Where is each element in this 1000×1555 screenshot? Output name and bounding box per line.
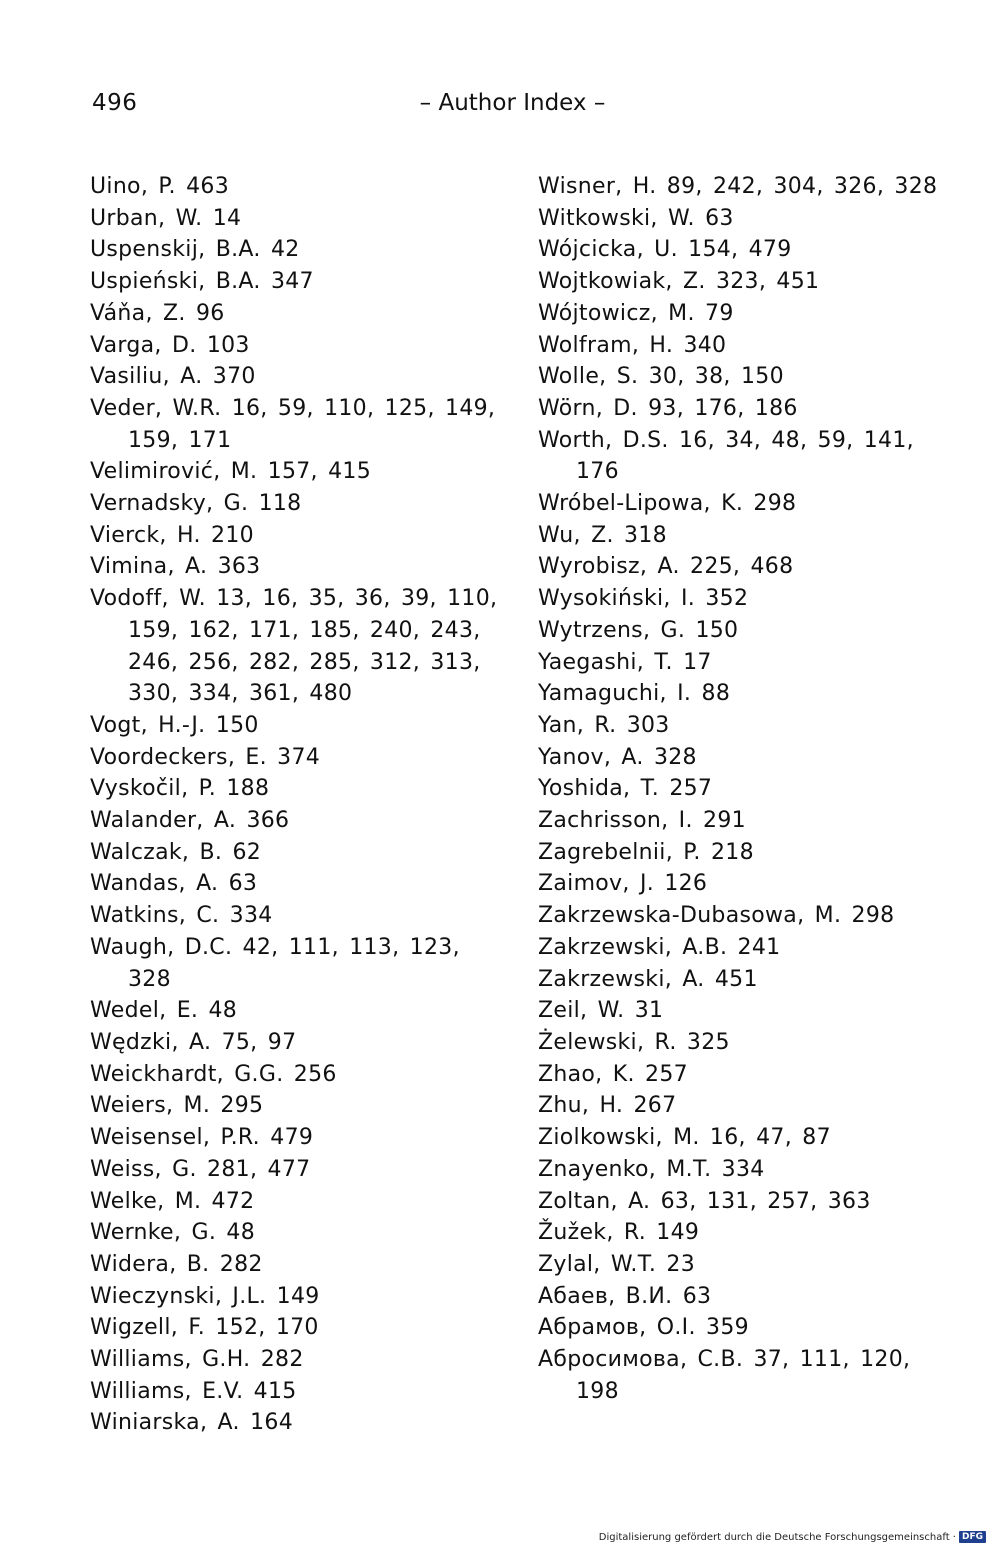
index-entry: Wigzell, F. 152, 170 [90, 1315, 319, 1341]
index-entry: Walander, A. 366 [90, 808, 290, 834]
index-entry: Абросимова, С.В. 37, 111, 120, 198 [538, 1347, 911, 1404]
index-entry: Ziolkowski, M. 16, 47, 87 [538, 1125, 831, 1151]
index-entry: Vodoff, W. 13, 16, 35, 36, 39, 110, 159, 162, 171, 185, 240, 243, 246, 256, 282, 285, 312, 313, 330, 334, 361, 480 [90, 586, 498, 707]
index-entry: Yan, R. 303 [538, 712, 670, 738]
index-entry: Zhao, K. 257 [538, 1061, 688, 1087]
index-entry: Zagrebelnii, P. 218 [538, 839, 754, 865]
index-entry: Zeil, W. 31 [538, 998, 664, 1024]
page-number: 496 [92, 90, 138, 116]
index-entry: Wernke, G. 48 [90, 1220, 256, 1246]
index-entry: Weickhardt, G.G. 256 [90, 1061, 337, 1087]
index-entry: Williams, G.H. 282 [90, 1347, 304, 1373]
index-entry: Velimirović, M. 157, 415 [90, 459, 372, 485]
index-entry: Veder, W.R. 16, 59, 110, 125, 149, 159, 171 [90, 395, 496, 453]
index-entry: Wojtkowiak, Z. 323, 451 [538, 269, 820, 295]
index-entry: Yanov, A. 328 [538, 744, 697, 770]
index-entry: Wójcicka, U. 154, 479 [538, 237, 792, 263]
author-index-right-column [538, 171, 958, 1407]
index-entry: Weiers, M. 295 [90, 1093, 264, 1119]
index-entry: Welke, M. 472 [90, 1188, 255, 1214]
index-entry: Wyrobisz, A. 225, 468 [538, 554, 794, 580]
index-entry: Wedel, E. 48 [90, 998, 238, 1024]
index-entry: Wörn, D. 93, 176, 186 [538, 395, 798, 421]
dfg-logo-icon: DFG [959, 1531, 986, 1543]
index-entry: Worth, D.S. 16, 34, 48, 59, 141, 176 [538, 427, 914, 485]
index-entry: Urban, W. 14 [90, 205, 242, 231]
index-entry: Znayenko, M.T. 334 [538, 1156, 765, 1182]
index-entry: Yamaguchi, I. 88 [538, 681, 731, 707]
index-entry: Yoshida, T. 257 [538, 776, 713, 802]
index-entry: Zoltan, A. 63, 131, 257, 363 [538, 1188, 871, 1214]
running-head: – Author Index – [419, 90, 606, 116]
index-entry: Weisensel, P.R. 479 [90, 1125, 314, 1151]
index-entry: Zaimov, J. 126 [538, 871, 708, 897]
index-entry: Vierck, H. 210 [90, 522, 254, 548]
index-entry: Winiarska, A. 164 [90, 1410, 293, 1436]
index-entry: Uino, P. 463 [90, 174, 230, 199]
index-entry: Uspenskij, B.A. 42 [90, 237, 300, 263]
index-entry: Vogt, H.-J. 150 [90, 712, 259, 738]
index-entry: Wróbel-Lipowa, K. 298 [538, 491, 797, 517]
index-entry: Zakrzewski, A. 451 [538, 966, 758, 992]
index-entry: Yaegashi, T. 17 [538, 649, 712, 675]
index-entry: Wolle, S. 30, 38, 150 [538, 364, 784, 390]
index-entry: Zhu, H. 267 [538, 1093, 677, 1119]
index-entry: Voordeckers, E. 374 [90, 744, 321, 770]
index-entry: Wisner, H. 89, 242, 304, 326, 328 [538, 174, 938, 199]
footer-text: Digitalisierung gefördert durch die Deutsche Forschungsgemeinschaft · [598, 1531, 956, 1543]
index-entry: Wędzki, A. 75, 97 [90, 1029, 297, 1055]
index-entry: Wieczynski, J.L. 149 [90, 1283, 320, 1309]
index-entry: Waugh, D.C. 42, 111, 113, 123, 328 [90, 934, 460, 992]
index-entry: Абаев, В.И. 63 [538, 1283, 712, 1309]
index-entry: Váňa, Z. 96 [90, 300, 225, 326]
index-entry: Widera, B. 282 [90, 1251, 263, 1277]
index-entry: Varga, D. 103 [90, 332, 250, 358]
index-entry: Zakrzewski, A.B. 241 [538, 934, 781, 960]
index-entry: Wójtowicz, M. 79 [538, 300, 734, 326]
index-entry: Uspieński, B.A. 347 [90, 269, 314, 295]
index-entry: Vyskočil, P. 188 [90, 776, 270, 802]
index-entry: Wu, Z. 318 [538, 522, 667, 548]
index-entry: Žužek, R. 149 [538, 1220, 700, 1246]
index-entry: Wandas, A. 63 [90, 871, 258, 897]
index-entry: Weiss, G. 281, 477 [90, 1156, 311, 1182]
index-entry: Vernadsky, G. 118 [90, 491, 302, 517]
digitization-footer [599, 1531, 986, 1543]
index-entry: Żelewski, R. 325 [538, 1029, 730, 1055]
index-entry: Абрамов, О.І. 359 [538, 1315, 749, 1341]
index-entry: Zakrzewska-Dubasowa, M. 298 [538, 903, 895, 929]
index-entry: Vimina, A. 363 [90, 554, 261, 580]
index-entry: Witkowski, W. 63 [538, 205, 734, 231]
index-entry: Zylal, W.T. 23 [538, 1251, 696, 1277]
index-entry: Vasiliu, A. 370 [90, 364, 256, 390]
index-entry: Wytrzens, G. 150 [538, 617, 739, 643]
author-index-left-column [90, 171, 510, 1439]
index-entry: Williams, E.V. 415 [90, 1378, 297, 1404]
index-entry: Wysokiński, I. 352 [538, 586, 749, 612]
index-entry: Zachrisson, I. 291 [538, 808, 746, 834]
index-entry: Wolfram, H. 340 [538, 332, 727, 358]
index-entry: Watkins, C. 334 [90, 903, 273, 929]
index-entry: Walczak, B. 62 [90, 839, 262, 865]
